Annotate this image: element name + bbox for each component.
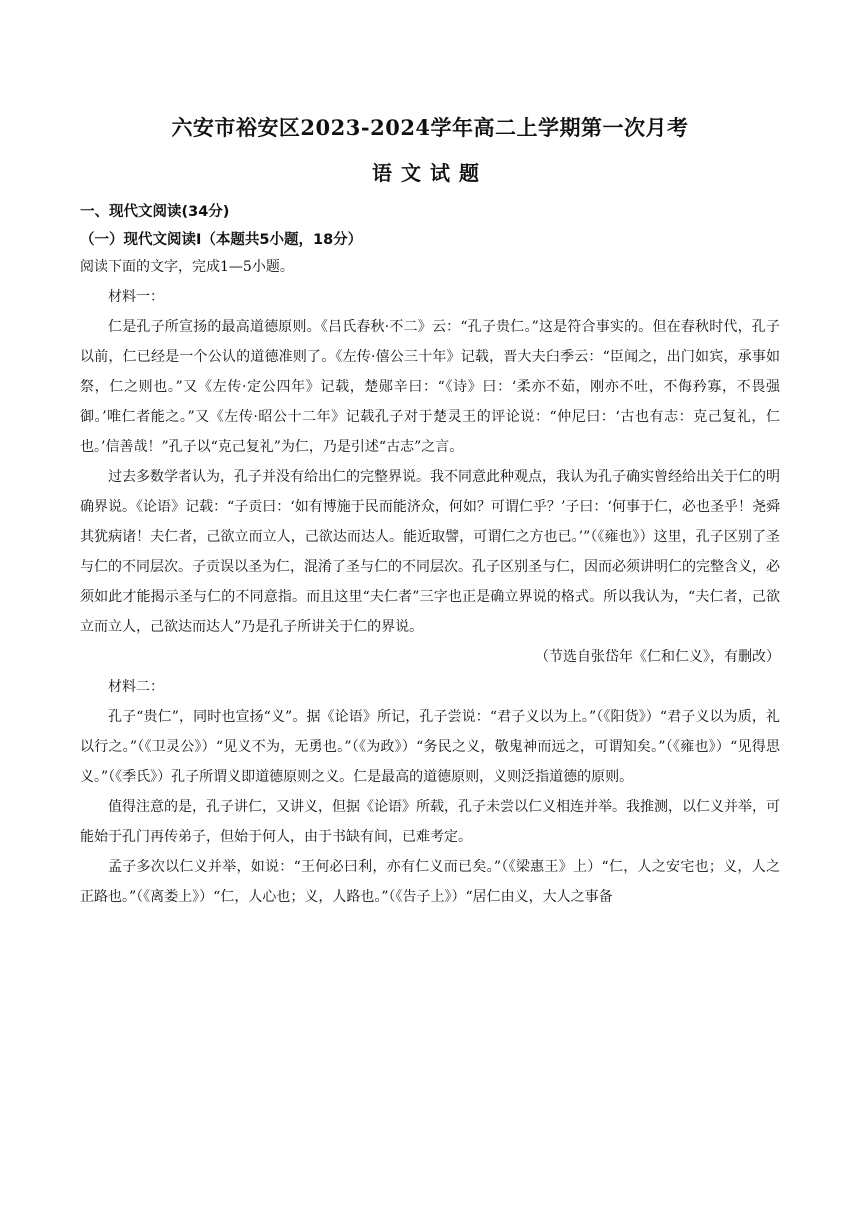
exam-title: 六安市裕安区2023-2024学年高二上学期第一次月考: [171, 115, 689, 140]
material-2-label: 材料二：: [108, 679, 164, 695]
exam-subtitle: 语文试题: [372, 161, 488, 185]
material-2-paragraph-2: 值得注意的是，孔子讲仁，又讲义，但据《论语》所载，孔子未尝以仁义相连并举。我推测，以仁义并举，可能始于孔门再传弟子，但始于何人，由于书缺有间，已难考定。: [80, 799, 780, 845]
material-2-paragraph-1: 孔子“贵仁”，同时也宣扬“义”。据《论语》所记，孔子尝说：“君子义以为上。”（《阳货》）“君子义以为质，礼以行之。”（《卫灵公》）“见义不为，无勇也。”（《为政》）“务民之义，敬鬼神而远之，可谓知矣。”（《雍也》）“见得思义。”（《季氏》）孔子所谓义即道德原则之义。仁是最高的道德原则，义则泛指道德的原则。: [80, 709, 780, 785]
material-1-source: （节选自张岱年《仁和仁义》，有删改）: [535, 649, 780, 665]
material-1-label: 材料一：: [108, 289, 164, 305]
material-1-paragraph-2: 过去多数学者认为，孔子并没有给出仁的完整界说。我不同意此种观点，我认为孔子确实曾经给出关于仁的明确界说。《论语》记载：“子贡曰：‘如有博施于民而能济众，何如？可谓仁乎？’子曰：‘何事于仁，必也圣乎！尧舜其犹病诸！夫仁者，己欲立而立人，己欲达而达人。能近取譬，可谓仁之方也已。’”（《雍也》）这里，孔子区别了圣与仁的不同层次。子贡误以圣为仁，混淆了圣与仁的不同层次。孔子区别圣与仁，因而必须讲明仁的完整含义，必须如此才能揭示圣与仁的不同意指。而且这里“夫仁者”三字也正是确立界说的格式。所以我认为，“夫仁者，己欲立而立人，己欲达而达人”乃是孔子所讲关于仁的界说。: [80, 469, 780, 635]
section-heading-modern-reading: 一、现代文阅读(34分): [80, 204, 230, 220]
material-1-paragraph-1: 仁是孔子所宣扬的最高道德原则。《吕氏春秋·不二》云：“孔子贵仁。”这是符合事实的。但在春秋时代，孔子以前，仁已经是一个公认的道德准则了。《左传·僖公三十年》记载，晋大夫臼季云：“臣闻之，出门如宾，承事如祭，仁之则也。”又《左传·定公四年》记载，楚郧辛曰：“《诗》曰：‘柔亦不茹，刚亦不吐，不侮矜寡，不畏强御。’唯仁者能之。”又《左传·昭公十二年》记载孔子对于楚灵王的评论说：“仲尼曰：‘古也有志：克己复礼，仁也。’信善哉！”孔子以“克己复礼”为仁，乃是引述“古志”之言。: [80, 319, 780, 455]
instruction-text: 阅读下面的文字，完成1—5小题。: [80, 259, 294, 275]
material-2-paragraph-3: 孟子多次以仁义并举，如说：“王何必曰利，亦有仁义而已矣。”（《梁惠王》上）“仁，人之安宅也；义，人之正路也。”（《离娄上》）“仁，人心也；义，人路也。”（《告子上》）“居仁由义，大人之事备: [80, 859, 780, 905]
reading-passage: [80, 252, 780, 912]
subsection-heading-reading-1: （一）现代文阅读Ⅰ（本题共5小题，18分）: [80, 232, 363, 248]
